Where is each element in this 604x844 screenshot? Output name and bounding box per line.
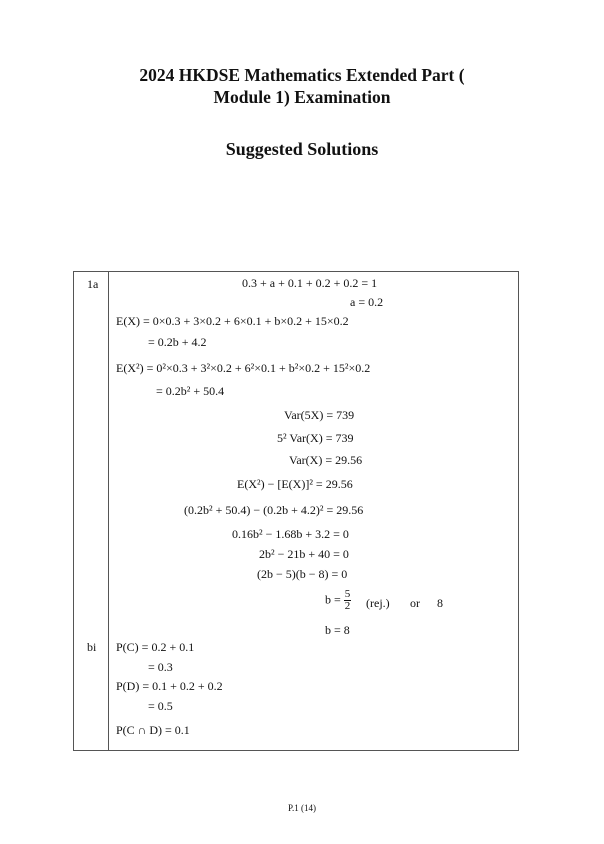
equation-1a-8: 5² Var(X) = 739 <box>277 431 354 445</box>
equation-1a-6: = 0.2b² + 50.4 <box>156 384 225 398</box>
or-word: or <box>410 596 420 610</box>
alternate-root: 8 <box>437 596 443 610</box>
page-footer: P.1 (14) <box>287 803 316 813</box>
document-title-line2: Module 1) Examination <box>213 87 391 107</box>
equation-1a-14: (2b − 5)(b − 8) = 0 <box>257 567 348 581</box>
equation-bi-4: = 0.5 <box>148 699 173 713</box>
equation-bi-1: P(C) = 0.2 + 0.1 <box>116 640 195 654</box>
equation-bi-5: P(C ∩ D) = 0.1 <box>116 723 190 737</box>
equation-1a-7: Var(5X) = 739 <box>284 408 355 422</box>
fraction-denominator: 2 <box>344 600 351 612</box>
equation-1a-3: E(X) = 0×0.3 + 3×0.2 + 6×0.1 + b×0.2 + 15×0.2 <box>116 314 349 328</box>
fraction-numerator: 5 <box>344 588 351 600</box>
document-title-line1: 2024 HKDSE Mathematics Extended Part ( <box>139 65 465 85</box>
question-label-bi: bi <box>87 640 97 654</box>
equation-1a-15 <box>325 589 351 612</box>
equation-1a-10: E(X²) − [E(X)]² = 29.56 <box>237 477 353 491</box>
equation-1a-16: b = 8 <box>325 623 350 637</box>
equation-1a-2: a = 0.2 <box>350 295 384 309</box>
question-label-1a: 1a <box>87 277 99 291</box>
equation-1a-4: = 0.2b + 4.2 <box>148 335 207 349</box>
equation-1a-5: E(X²) = 0²×0.3 + 3²×0.2 + 6²×0.1 + b²×0.2 + 15²×0.2 <box>116 361 371 375</box>
equation-bi-3: P(D) = 0.1 + 0.2 + 0.2 <box>116 679 223 693</box>
equation-1a-11: (0.2b² + 50.4) − (0.2b + 4.2)² = 29.56 <box>184 503 364 517</box>
equation-1a-9: Var(X) = 29.56 <box>289 453 363 467</box>
table-column-divider <box>108 271 109 751</box>
equation-1a-12: 0.16b² − 1.68b + 3.2 = 0 <box>232 527 349 541</box>
equation-1a-13: 2b² − 21b + 40 = 0 <box>259 547 349 561</box>
document-subtitle: Suggested Solutions <box>225 139 379 159</box>
equation-1a-15-lhs: b = <box>325 592 341 607</box>
equation-bi-2: = 0.3 <box>148 660 173 674</box>
rejected-note: (rej.) <box>366 596 390 610</box>
fraction-five-halves <box>344 589 352 612</box>
equation-1a-1: 0.3 + a + 0.1 + 0.2 + 0.2 = 1 <box>242 276 378 290</box>
